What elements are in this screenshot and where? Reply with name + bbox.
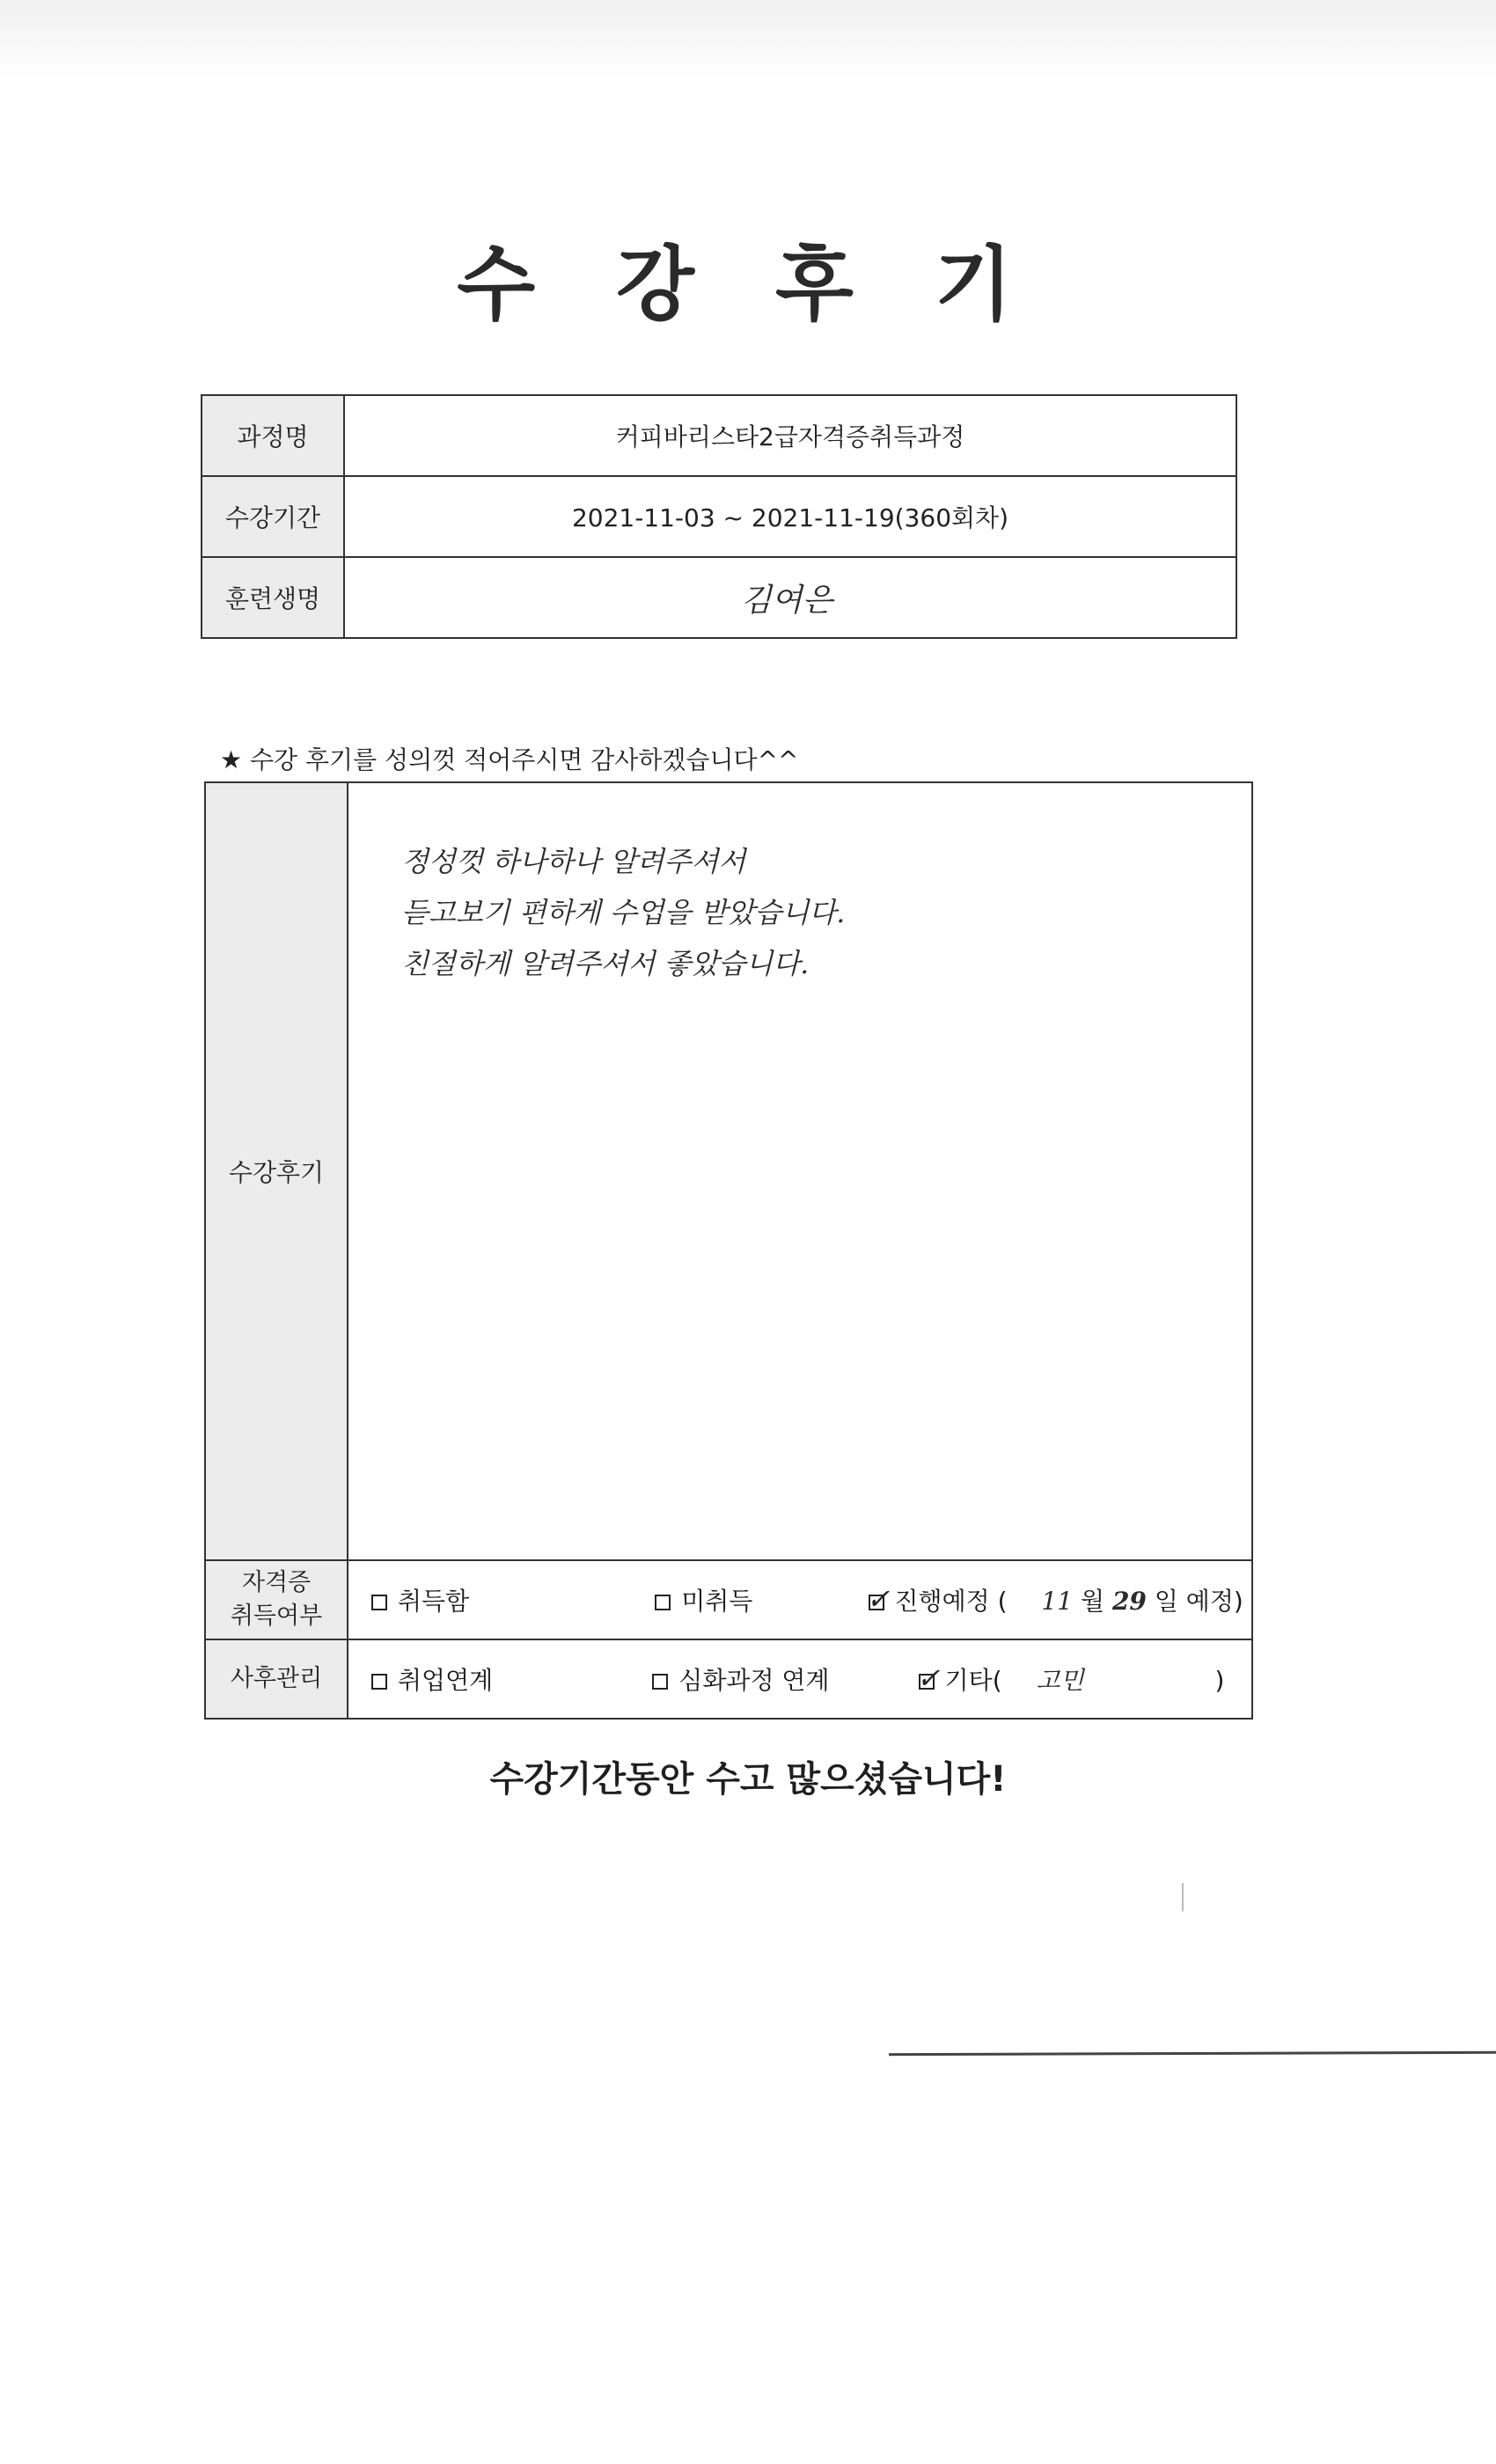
certification-label-line2: 취득여부 — [230, 1602, 323, 1630]
certification-options — [348, 1560, 1252, 1639]
checkbox-employment[interactable] — [371, 1674, 387, 1690]
option-other-label: 기타( — [944, 1666, 1002, 1695]
option-advanced-label: 심화과정 연계 — [678, 1666, 830, 1695]
certification-label — [205, 1560, 348, 1639]
certification-label-line1: 자격증 — [241, 1569, 312, 1596]
checkbox-not-acquired[interactable] — [655, 1595, 671, 1610]
review-line: 친절하게 알려주셔서 좋았습니다. — [401, 947, 810, 980]
day-suffix: 일 예정) — [1154, 1587, 1243, 1616]
period-row — [202, 476, 1236, 557]
other-close-paren: ) — [1214, 1666, 1225, 1695]
scan-shadow-top — [0, 0, 1496, 79]
closing-message: 수강기간동안 수고 많으셨습니다! — [489, 1759, 1007, 1800]
period-label: 수강기간 — [202, 476, 344, 557]
planned-day-handwritten[interactable]: 29 — [1111, 1587, 1147, 1616]
review-row — [205, 782, 1252, 1560]
aftercare-row — [205, 1639, 1252, 1719]
checkbox-advanced-course[interactable] — [652, 1674, 668, 1690]
review-label: 수강후기 — [205, 782, 348, 1560]
certification-row — [205, 1560, 1252, 1639]
option-acquired[interactable] — [371, 1582, 469, 1617]
review-text-area[interactable] — [348, 782, 1252, 1560]
aftercare-options — [348, 1639, 1252, 1719]
checkmark-icon: ✓ — [866, 1582, 891, 1616]
period-value: 2021-11-03 ~ 2021-11-19(360회차) — [344, 476, 1236, 557]
course-label: 과정명 — [202, 395, 344, 476]
course-info-table — [201, 394, 1237, 639]
trainee-name-handwritten[interactable]: 김여은 — [344, 557, 1236, 638]
option-planned-label: 진행예정 ( — [894, 1587, 1008, 1616]
option-planned[interactable] — [866, 1582, 1243, 1617]
option-employment[interactable] — [371, 1661, 493, 1697]
planned-month-handwritten[interactable]: 11 — [1041, 1587, 1074, 1616]
course-row — [202, 395, 1236, 476]
course-value: 커피바리스타2급자격증취득과정 — [344, 395, 1236, 476]
checkmark-icon: ✓ — [916, 1661, 941, 1695]
checkbox-planned-checked[interactable] — [866, 1582, 891, 1616]
review-line: 정성껏 하나하나 알려주셔서 — [401, 845, 746, 878]
trainee-label: 훈련생명 — [202, 557, 344, 638]
document-title: 수 강 후 기 — [457, 238, 1039, 332]
scan-mark — [1182, 1883, 1184, 1911]
review-table — [204, 781, 1253, 1720]
option-other[interactable] — [916, 1661, 1225, 1697]
option-not-acquired-label: 미취득 — [681, 1587, 753, 1616]
aftercare-label: 사후관리 — [205, 1639, 348, 1719]
trainee-row — [202, 557, 1236, 638]
option-advanced-course[interactable] — [652, 1661, 829, 1697]
option-acquired-label: 취득함 — [398, 1587, 470, 1616]
instruction-text: ★ 수강 후기를 성의껏 적어주시면 감사하겠습니다^^ — [220, 745, 799, 774]
blank-area — [0, 2050, 1496, 2464]
other-value-handwritten[interactable]: 고민 — [1036, 1666, 1084, 1695]
month-unit: 월 — [1080, 1587, 1105, 1616]
review-line: 듣고보기 편하게 수업을 받았습니다. — [401, 896, 846, 929]
option-employment-label: 취업연계 — [398, 1666, 494, 1695]
checkbox-acquired[interactable] — [371, 1595, 387, 1610]
option-not-acquired[interactable] — [655, 1582, 752, 1617]
checkbox-other-checked[interactable] — [916, 1661, 941, 1695]
